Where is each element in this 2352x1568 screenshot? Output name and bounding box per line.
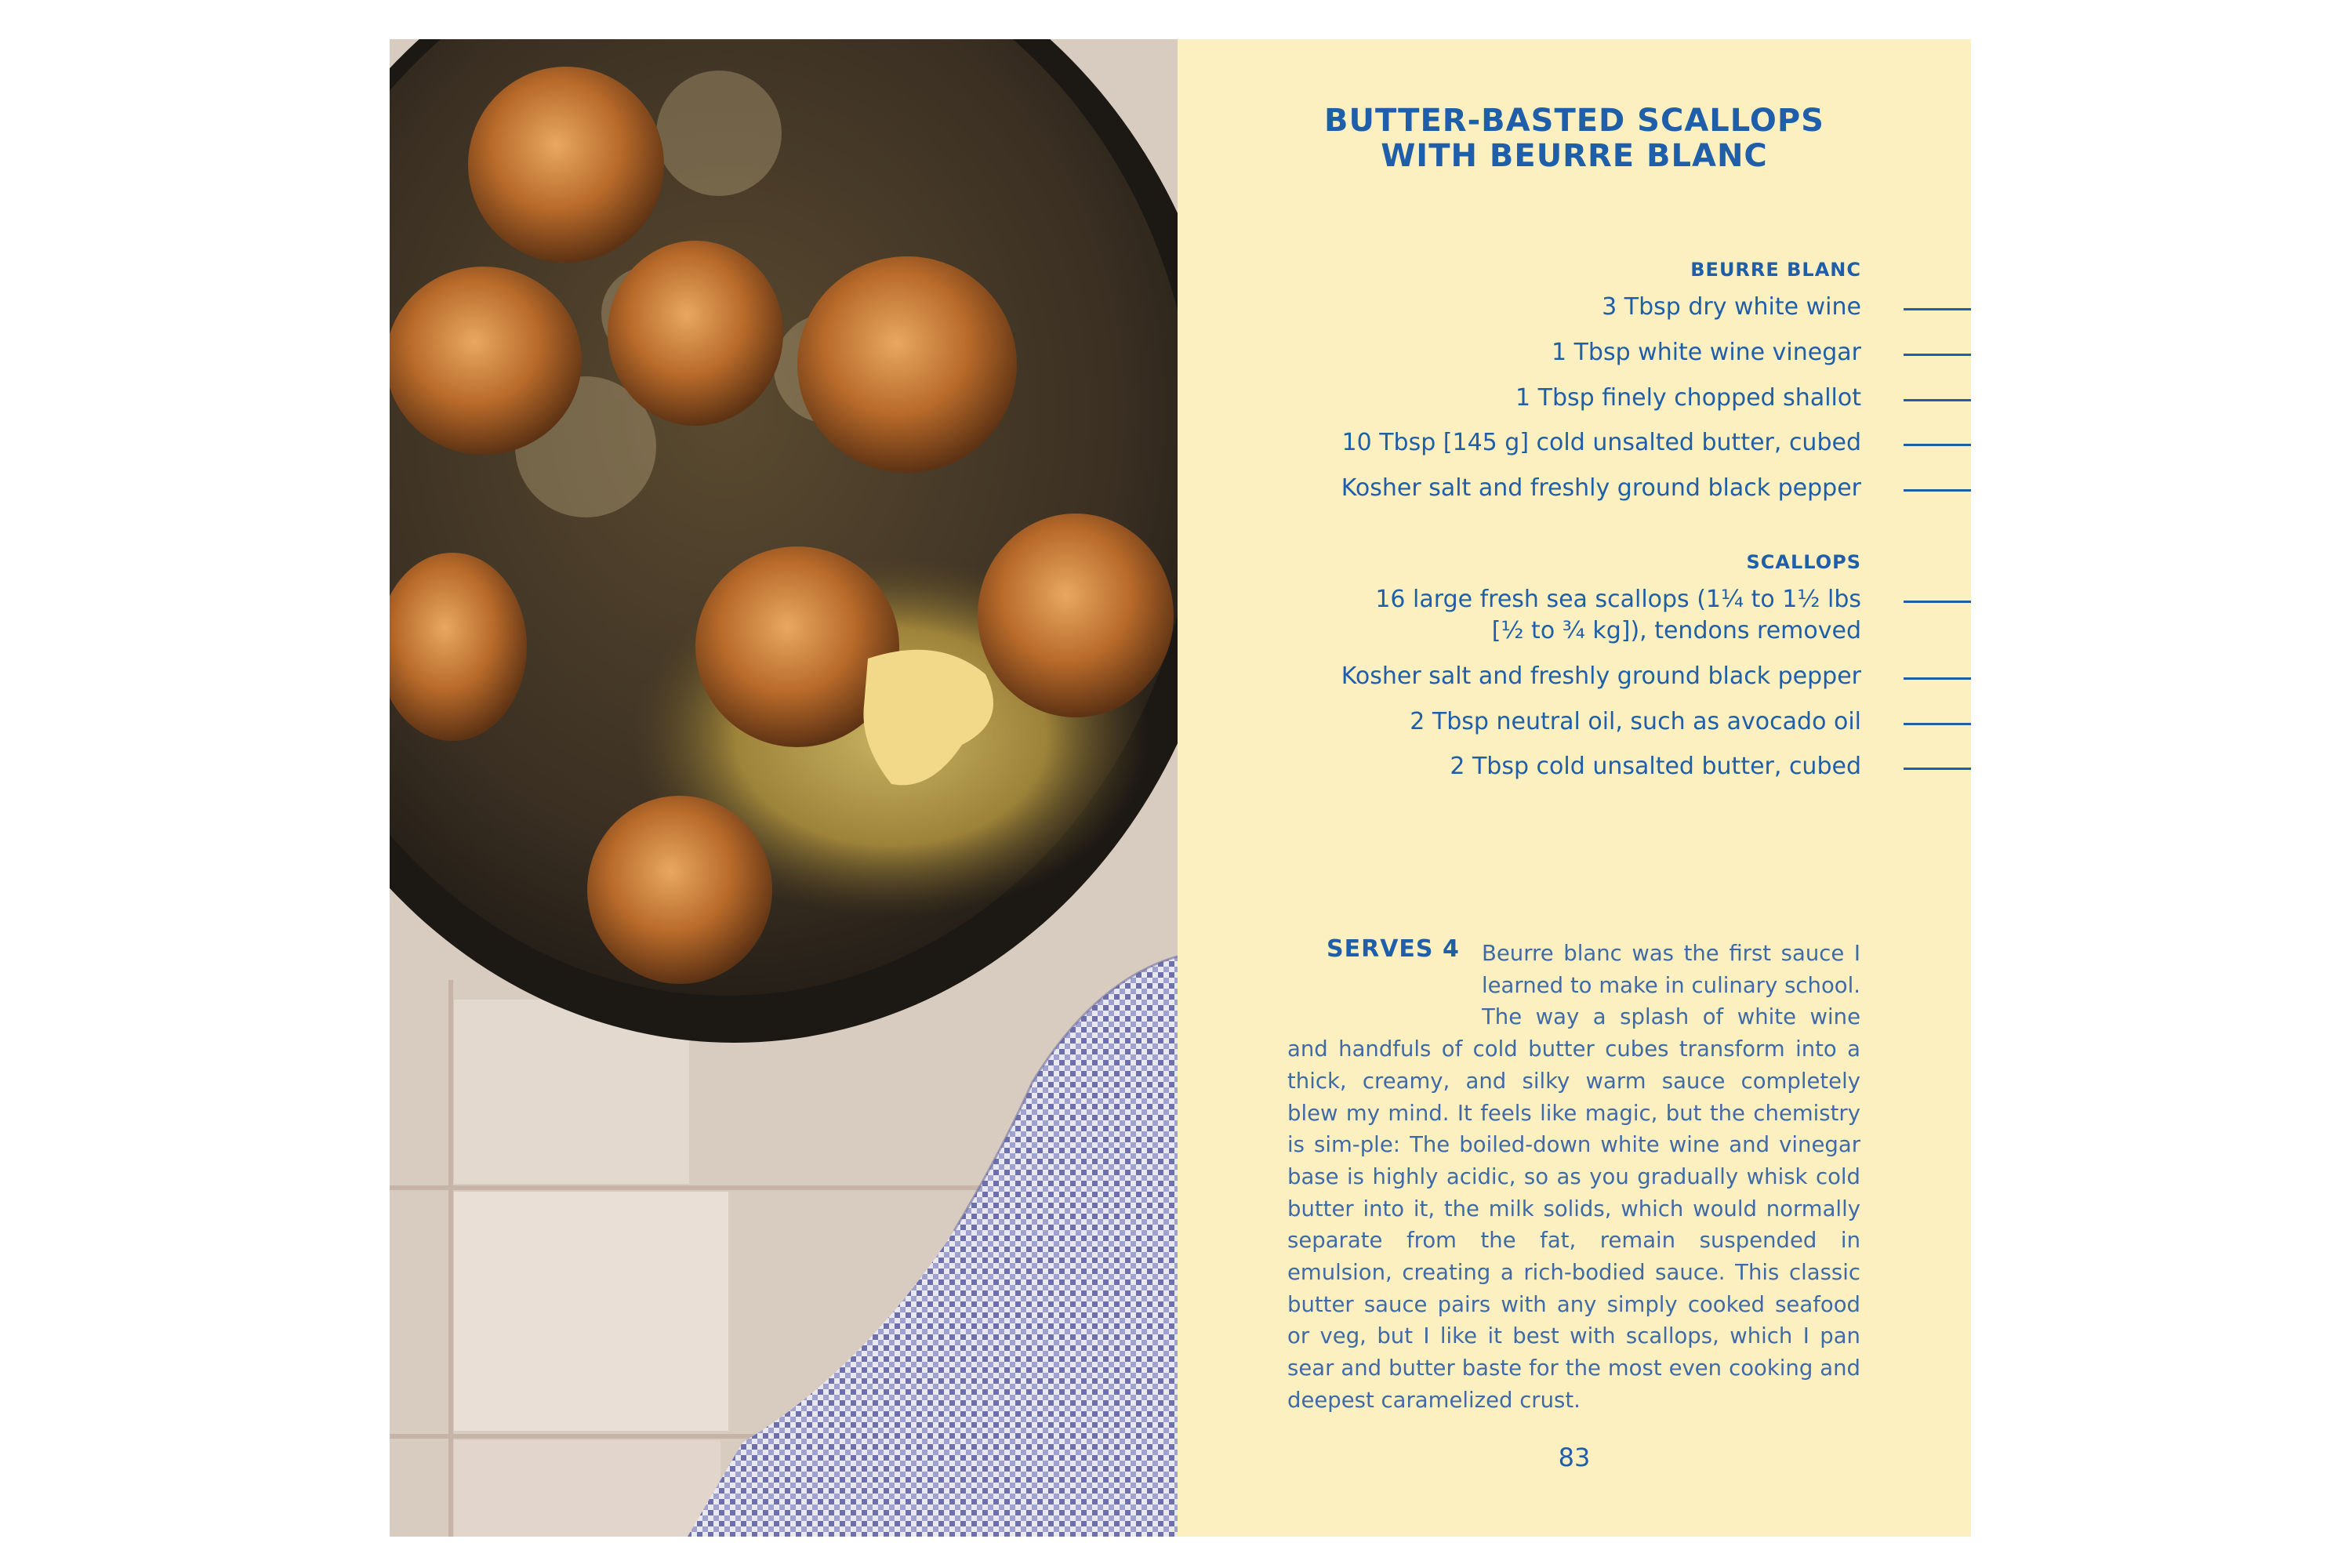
- beurre-blanc-heading: BEURRE BLANC: [1690, 259, 1861, 281]
- ingredient-item-continued: [½ to ¾ kg]), tendons removed: [1491, 617, 1861, 644]
- recipe-page: [1178, 39, 1971, 1537]
- ingredient-item: Kosher salt and freshly ground black pepper: [1341, 474, 1861, 502]
- ingredient-item: 3 Tbsp dry white wine: [1602, 293, 1861, 321]
- serves-label: SERVES 4: [1327, 935, 1460, 963]
- ingredient-item: Kosher salt and freshly ground black pepper: [1341, 662, 1861, 690]
- ingredient-item: 10 Tbsp [145 g] cold unsalted butter, cubed: [1341, 429, 1861, 456]
- ingredient-rule: [1904, 308, 1971, 310]
- ingredient-item: 16 large fresh sea scallops (1¼ to 1½ lbs: [1375, 586, 1861, 613]
- book-spread: [390, 39, 1971, 1537]
- ingredient-rule: [1904, 723, 1971, 725]
- ingredient-rule: [1904, 768, 1971, 770]
- scallops-heading: SCALLOPS: [1746, 551, 1861, 573]
- ingredient-rule: [1904, 399, 1971, 401]
- ingredient-item: 1 Tbsp finely chopped shallot: [1515, 384, 1861, 412]
- recipe-title-line-2: WITH BEURRE BLANC: [1381, 138, 1768, 174]
- ingredient-item: 2 Tbsp cold unsalted butter, cubed: [1450, 753, 1861, 780]
- ingredient-item: 2 Tbsp neutral oil, such as avocado oil: [1410, 708, 1861, 735]
- scallops-skillet-illustration: [390, 39, 1178, 1537]
- ingredient-rule: [1904, 444, 1971, 446]
- recipe-intro: [1287, 938, 1860, 1417]
- ingredient-rule: [1904, 354, 1971, 356]
- ingredient-rule: [1904, 677, 1971, 680]
- page-number: 83: [1558, 1443, 1591, 1472]
- scallops-photo: [390, 39, 1178, 1537]
- ingredient-item: 1 Tbsp white wine vinegar: [1551, 339, 1861, 366]
- recipe-intro-text: Beurre blanc was the first sauce I learned to make in culinary school. The way a splash of white wine and handfuls of cold butter cubes transform into a thick, creamy, and silky warm sauce completely blew my mind. It feels like magic, but the chemistry is sim-ple: The boiled-down white wine and vinegar base is highly acidic, so as you gradually whisk cold butter into it, the milk solids, which would normally separate from the fat, remain suspended in emulsion, creating a rich-bodied sauce. This classic butter sauce pairs with any simply cooked seafood or veg, but I like it best with scallops, which I pan sear and butter baste for the most even cooking and deepest caramelized crust.: [1287, 941, 1860, 1413]
- recipe-title-line-1: BUTTER-BASTED SCALLOPS: [1324, 103, 1824, 139]
- ingredient-rule: [1904, 601, 1971, 603]
- intro-indent: [1287, 938, 1482, 1033]
- recipe-title: [1178, 103, 1971, 174]
- ingredient-rule: [1904, 489, 1971, 492]
